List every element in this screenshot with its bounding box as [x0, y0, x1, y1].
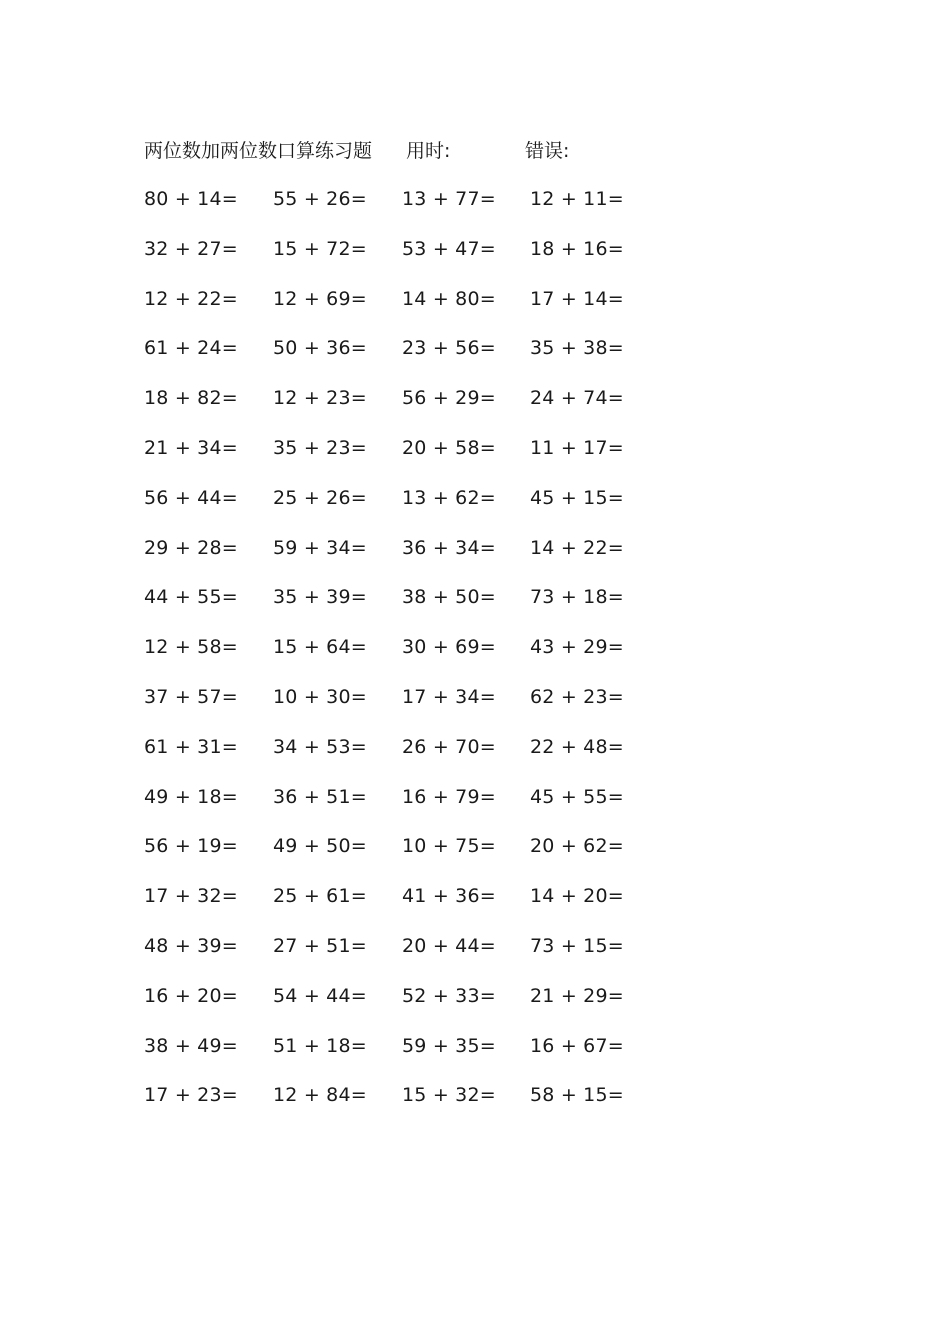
problem-item: 56 + 19= — [144, 835, 238, 858]
problem-item: 16 + 79= — [402, 785, 496, 808]
problem-row — [144, 933, 664, 983]
problem-item: 13 + 77= — [402, 188, 496, 210]
problem-item: 11 + 17= — [530, 436, 624, 459]
problem-item: 16 + 20= — [144, 984, 238, 1007]
problem-item: 16 + 67= — [530, 1034, 624, 1057]
problem-item: 36 + 51= — [273, 785, 367, 808]
problem-item: 17 + 23= — [144, 1084, 238, 1107]
problem-item: 18 + 82= — [144, 387, 238, 410]
problem-item: 25 + 61= — [273, 885, 367, 908]
problem-row — [144, 1033, 664, 1083]
problem-item: 45 + 15= — [530, 486, 624, 509]
problem-item: 52 + 33= — [402, 984, 496, 1007]
problem-item: 35 + 23= — [273, 436, 367, 459]
problem-row — [144, 1082, 664, 1132]
problem-item: 17 + 34= — [402, 685, 496, 708]
problem-item: 15 + 64= — [273, 636, 367, 659]
problem-item: 23 + 56= — [402, 337, 496, 360]
problem-item: 35 + 38= — [530, 337, 624, 360]
problem-item: 25 + 26= — [273, 486, 367, 509]
problem-item: 20 + 44= — [402, 934, 496, 957]
time-used-label: 用时: — [406, 140, 451, 162]
problem-item: 80 + 14= — [144, 188, 238, 210]
problem-item: 12 + 69= — [273, 287, 367, 310]
problem-item: 36 + 34= — [402, 536, 496, 559]
problem-item: 38 + 49= — [144, 1034, 238, 1057]
problem-item: 50 + 36= — [273, 337, 367, 360]
problem-item: 59 + 35= — [402, 1034, 496, 1057]
problem-item: 15 + 72= — [273, 237, 367, 260]
problem-row — [144, 784, 664, 834]
problem-item: 21 + 29= — [530, 984, 624, 1007]
problem-item: 13 + 62= — [402, 486, 496, 509]
problem-item: 45 + 55= — [530, 785, 624, 808]
problem-item: 73 + 18= — [530, 586, 624, 609]
problem-row — [144, 684, 664, 734]
problem-grid — [144, 186, 664, 1132]
problem-item: 51 + 18= — [273, 1034, 367, 1057]
problem-item: 41 + 36= — [402, 885, 496, 908]
problem-item: 24 + 74= — [530, 387, 624, 410]
problem-row — [144, 883, 664, 933]
problem-row — [144, 286, 664, 336]
problem-item: 55 + 26= — [273, 188, 367, 210]
problem-item: 73 + 15= — [530, 934, 624, 957]
problem-item: 37 + 57= — [144, 685, 238, 708]
problem-item: 53 + 47= — [402, 237, 496, 260]
problem-row — [144, 634, 664, 684]
problem-item: 27 + 51= — [273, 934, 367, 957]
problem-item: 43 + 29= — [530, 636, 624, 659]
problem-item: 15 + 32= — [402, 1084, 496, 1107]
problem-row — [144, 535, 664, 585]
problem-row — [144, 584, 664, 634]
problem-item: 30 + 69= — [402, 636, 496, 659]
problem-item: 12 + 84= — [273, 1084, 367, 1107]
problem-item: 32 + 27= — [144, 237, 238, 260]
problem-item: 62 + 23= — [530, 685, 624, 708]
problem-item: 61 + 31= — [144, 735, 238, 758]
problem-row — [144, 734, 664, 784]
problem-item: 61 + 24= — [144, 337, 238, 360]
problem-item: 21 + 34= — [144, 436, 238, 459]
problem-item: 56 + 44= — [144, 486, 238, 509]
problem-item: 14 + 22= — [530, 536, 624, 559]
problem-item: 18 + 16= — [530, 237, 624, 260]
problem-item: 44 + 55= — [144, 586, 238, 609]
problem-item: 17 + 14= — [530, 287, 624, 310]
problem-item: 14 + 80= — [402, 287, 496, 310]
problem-row — [144, 335, 664, 385]
problem-row — [144, 833, 664, 883]
problem-row — [144, 385, 664, 435]
problem-item: 56 + 29= — [402, 387, 496, 410]
problem-item: 35 + 39= — [273, 586, 367, 609]
problem-item: 12 + 11= — [530, 188, 624, 210]
error-count-label: 错误: — [525, 140, 570, 162]
problem-item: 12 + 22= — [144, 287, 238, 310]
worksheet-header — [144, 138, 664, 164]
worksheet-title: 两位数加两位数口算练习题 — [144, 140, 373, 162]
problem-item: 58 + 15= — [530, 1084, 624, 1107]
problem-item: 48 + 39= — [144, 934, 238, 957]
problem-item: 49 + 18= — [144, 785, 238, 808]
problem-item: 10 + 75= — [402, 835, 496, 858]
problem-row — [144, 236, 664, 286]
problem-row — [144, 485, 664, 535]
problem-item: 12 + 58= — [144, 636, 238, 659]
problem-item: 22 + 48= — [530, 735, 624, 758]
problem-item: 49 + 50= — [273, 835, 367, 858]
problem-item: 26 + 70= — [402, 735, 496, 758]
problem-item: 54 + 44= — [273, 984, 367, 1007]
problem-item: 20 + 58= — [402, 436, 496, 459]
problem-item: 14 + 20= — [530, 885, 624, 908]
problem-item: 17 + 32= — [144, 885, 238, 908]
problem-item: 12 + 23= — [273, 387, 367, 410]
problem-item: 59 + 34= — [273, 536, 367, 559]
problem-row — [144, 186, 664, 236]
problem-item: 29 + 28= — [144, 536, 238, 559]
problem-item: 10 + 30= — [273, 685, 367, 708]
problem-item: 34 + 53= — [273, 735, 367, 758]
problem-row — [144, 435, 664, 485]
problem-row — [144, 983, 664, 1033]
problem-item: 38 + 50= — [402, 586, 496, 609]
problem-item: 20 + 62= — [530, 835, 624, 858]
